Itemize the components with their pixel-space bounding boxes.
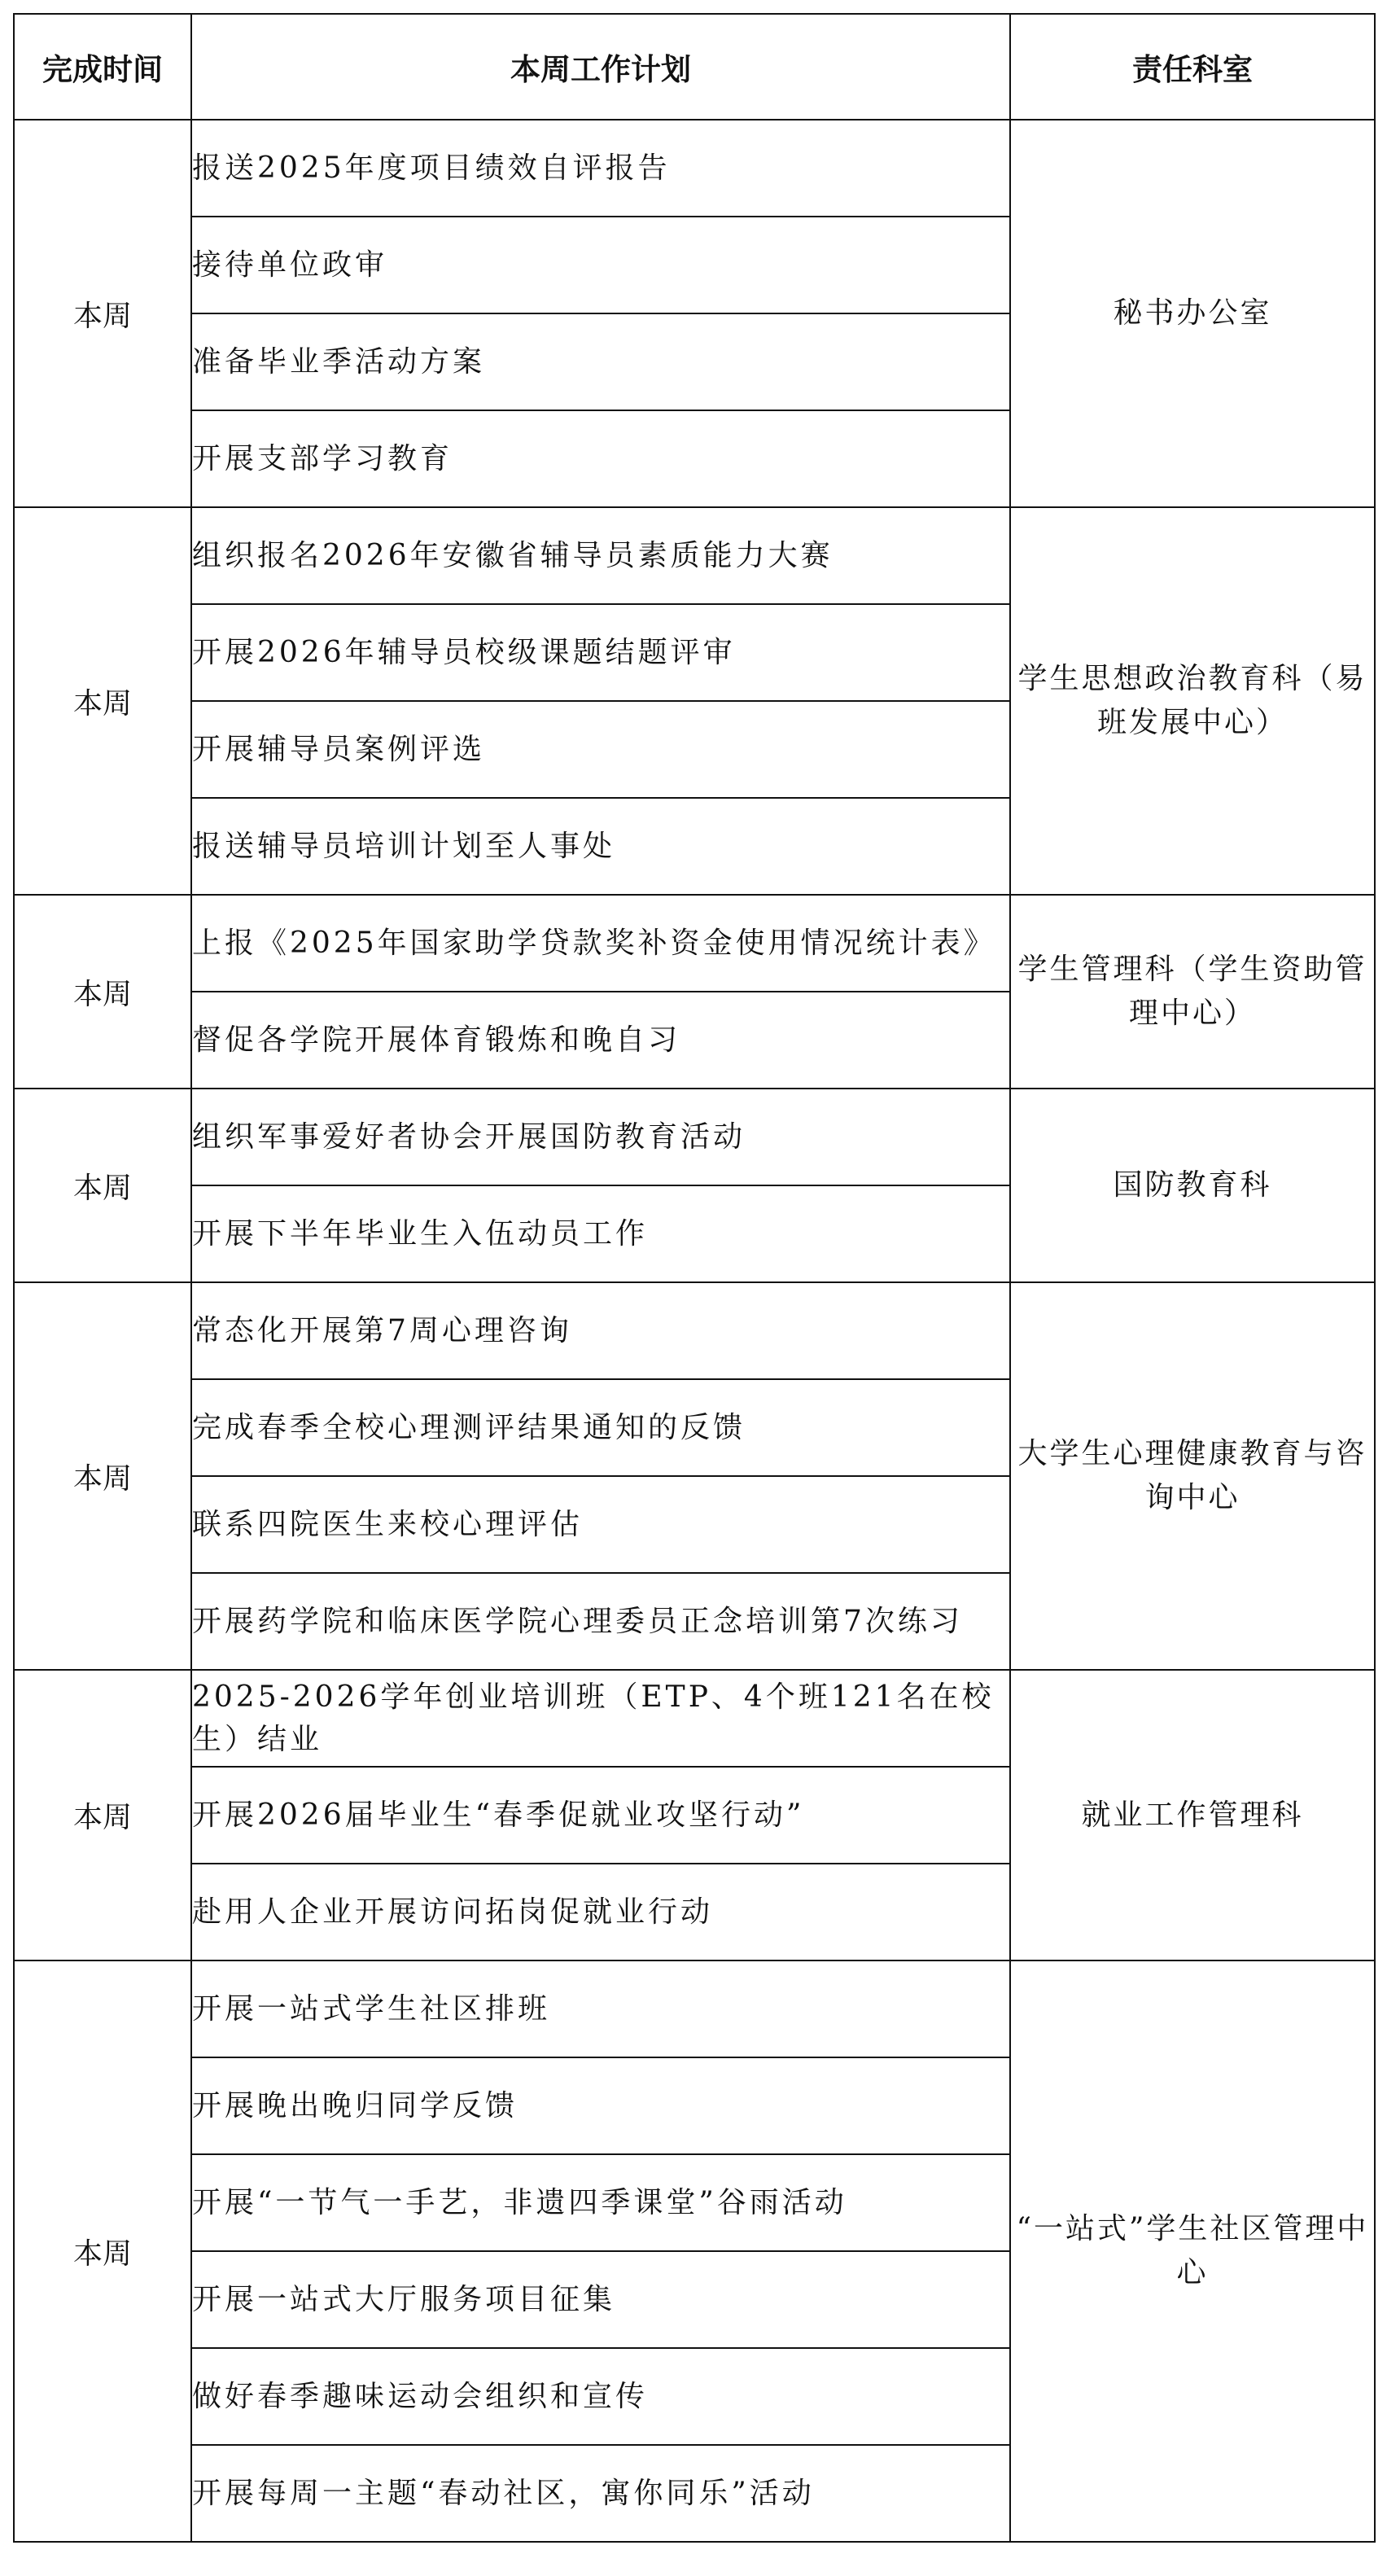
completion-time-cell: 本周: [14, 895, 191, 1089]
header-plan: 本周工作计划: [191, 14, 1010, 120]
table-row: [14, 507, 1375, 604]
table-body: [14, 120, 1375, 2542]
header-office: 责任科室: [1010, 14, 1375, 120]
task-cell: 赴用人企业开展访问拓岗促就业行动: [191, 1864, 1010, 1960]
table-row: [14, 895, 1375, 992]
completion-time-cell: 本周: [14, 1089, 191, 1282]
completion-time-cell: 本周: [14, 1960, 191, 2542]
responsible-office-cell: “一站式”学生社区管理中心: [1010, 1960, 1375, 2542]
table-row: [14, 1282, 1375, 1379]
task-cell: 开展下半年毕业生入伍动员工作: [191, 1185, 1010, 1282]
task-cell: 开展晚出晚归同学反馈: [191, 2057, 1010, 2154]
responsible-office-cell: 就业工作管理科: [1010, 1670, 1375, 1960]
completion-time-cell: 本周: [14, 120, 191, 507]
responsible-office-cell: 学生思想政治教育科（易班发展中心）: [1010, 507, 1375, 895]
task-cell: 开展2026年辅导员校级课题结题评审: [191, 604, 1010, 701]
task-cell: 开展“一节气一手艺，非遗四季课堂”谷雨活动: [191, 2154, 1010, 2251]
task-cell: 督促各学院开展体育锻炼和晚自习: [191, 992, 1010, 1089]
table-row: [14, 120, 1375, 217]
work-plan-table: [13, 13, 1376, 2543]
table-row: [14, 1670, 1375, 1767]
task-cell: 做好春季趣味运动会组织和宣传: [191, 2348, 1010, 2445]
task-cell: 接待单位政审: [191, 217, 1010, 313]
table-row: [14, 1089, 1375, 1185]
task-cell: 报送辅导员培训计划至人事处: [191, 798, 1010, 895]
task-cell: 开展支部学习教育: [191, 410, 1010, 507]
task-cell: 组织军事爱好者协会开展国防教育活动: [191, 1089, 1010, 1185]
responsible-office-cell: 学生管理科（学生资助管理中心）: [1010, 895, 1375, 1089]
task-cell: 开展药学院和临床医学院心理委员正念培训第7次练习: [191, 1573, 1010, 1670]
task-cell: 开展辅导员案例评选: [191, 701, 1010, 798]
task-cell: 2025-2026学年创业培训班（ETP、4个班121名在校生）结业: [191, 1670, 1010, 1767]
task-cell: 上报《2025年国家助学贷款奖补资金使用情况统计表》: [191, 895, 1010, 992]
task-cell: 开展2026届毕业生“春季促就业攻坚行动”: [191, 1767, 1010, 1864]
table-header-row: [14, 14, 1375, 120]
header-time: 完成时间: [14, 14, 191, 120]
responsible-office-cell: 国防教育科: [1010, 1089, 1375, 1282]
completion-time-cell: 本周: [14, 1282, 191, 1670]
task-cell: 完成春季全校心理测评结果通知的反馈: [191, 1379, 1010, 1476]
responsible-office-cell: 大学生心理健康教育与咨询中心: [1010, 1282, 1375, 1670]
completion-time-cell: 本周: [14, 1670, 191, 1960]
task-cell: 常态化开展第7周心理咨询: [191, 1282, 1010, 1379]
task-cell: 开展一站式学生社区排班: [191, 1960, 1010, 2057]
task-cell: 开展每周一主题“春动社区，寓你同乐”活动: [191, 2445, 1010, 2542]
task-cell: 组织报名2026年安徽省辅导员素质能力大赛: [191, 507, 1010, 604]
task-cell: 联系四院医生来校心理评估: [191, 1476, 1010, 1573]
table-row: [14, 1960, 1375, 2057]
responsible-office-cell: 秘书办公室: [1010, 120, 1375, 507]
task-cell: 准备毕业季活动方案: [191, 313, 1010, 410]
task-cell: 开展一站式大厅服务项目征集: [191, 2251, 1010, 2348]
task-cell: 报送2025年度项目绩效自评报告: [191, 120, 1010, 217]
completion-time-cell: 本周: [14, 507, 191, 895]
